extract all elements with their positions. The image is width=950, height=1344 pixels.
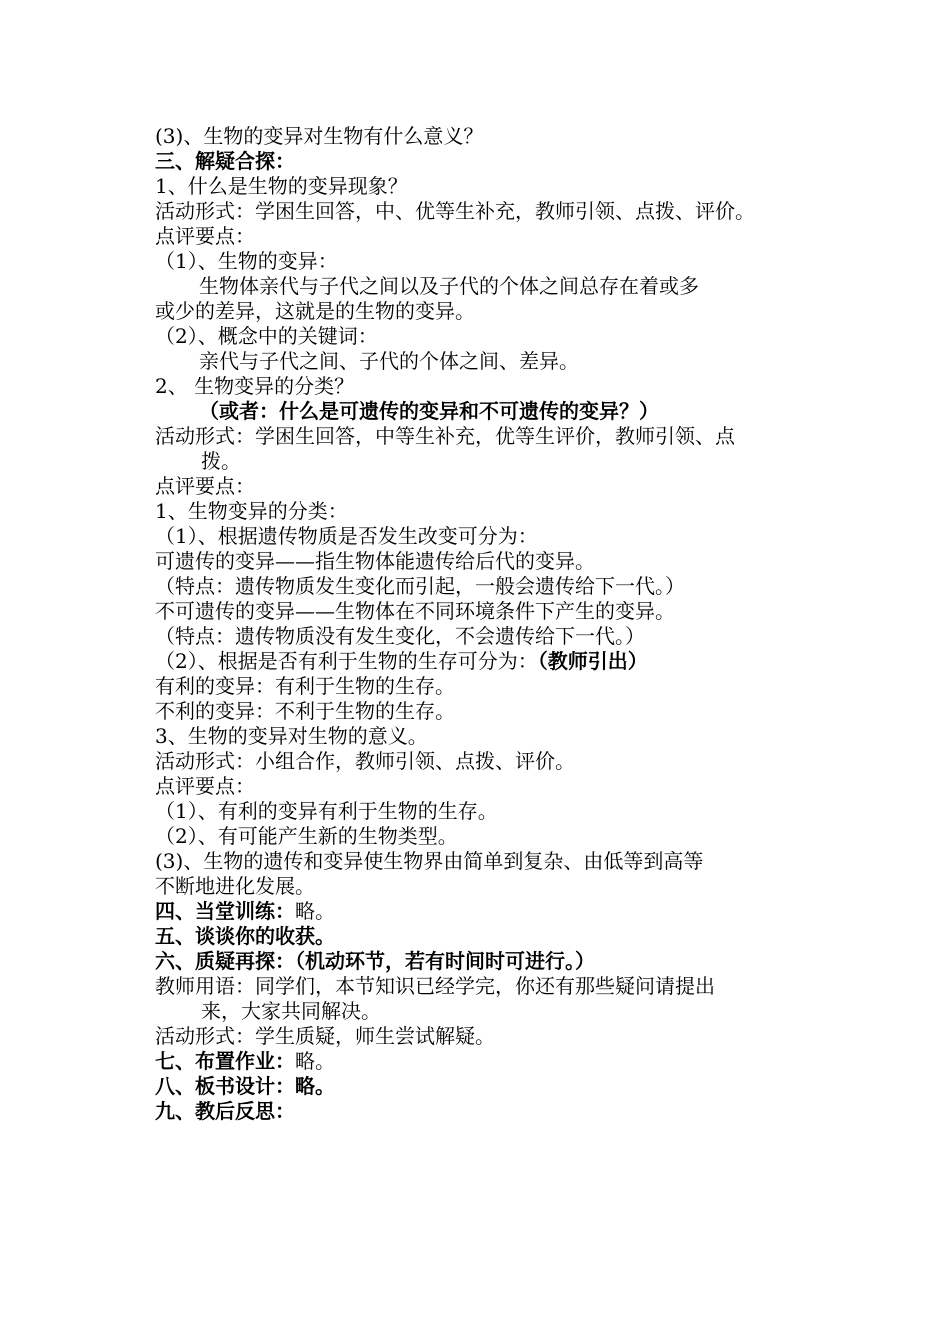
- text-line: [155, 649, 815, 674]
- activity-form: 活动形式：小组合作，教师引领、点拨、评价。: [155, 749, 575, 773]
- text-line: （1）、生物的变异：: [155, 249, 338, 273]
- classification-text: （2）、根据是否有利于生物的生存可分为：: [155, 649, 538, 673]
- review-points-label: 点评要点：: [155, 474, 255, 498]
- section-title: 七、布置作业：: [155, 1049, 295, 1073]
- activity-form: 活动形式：学困生回答，中、优等生补充，教师引领、点拨、评价。: [155, 199, 755, 223]
- text-line: 可遗传的变异——指生物体能遗传给后代的变异。: [155, 549, 595, 573]
- question-heading: 1、什么是生物的变异现象？: [155, 174, 408, 198]
- section-heading: [155, 1049, 815, 1074]
- teacher-speech-continued: 来，大家共同解决。: [201, 999, 381, 1023]
- section-heading: 九、教后反思：: [155, 1099, 295, 1123]
- text-line: 不可遗传的变异——生物体在不同环境条件下产生的变异。: [155, 599, 675, 623]
- text-line: （特点：遗传物质没有发生变化，不会遗传给下一代。）: [155, 624, 645, 648]
- review-points-label: 点评要点：: [155, 774, 255, 798]
- section-content: 略。: [295, 899, 335, 923]
- section-title: 六、质疑再探：: [155, 949, 295, 973]
- text-line: (3)、生物的变异对生物有什么意义？: [155, 124, 484, 148]
- section-heading: 五、谈谈你的收获。: [155, 924, 335, 948]
- definition-text: 或少的差异，这就是的生物的变异。: [155, 299, 475, 323]
- section-heading: 八、板书设计：略。: [155, 1074, 335, 1098]
- text-line: 不利的变异：不利于生物的生存。: [155, 699, 455, 723]
- teacher-note: （教师引出）: [537, 649, 648, 673]
- section-content: 略。: [295, 1049, 335, 1073]
- text-line: （2）、概念中的关键词：: [155, 324, 378, 348]
- text-line: （1）、根据遗传物质是否发生改变可分为：: [155, 524, 538, 548]
- activity-form: 活动形式：学生质疑，师生尝试解疑。: [155, 1024, 495, 1048]
- section-heading: [155, 899, 815, 924]
- definition-text: 生物体亲代与子代之间以及子代的个体之间总存在着或多: [199, 274, 699, 298]
- question-heading: 2、 生物变异的分类？: [155, 374, 355, 398]
- teacher-speech: 教师用语：同学们，本节知识已经学完，你还有那些疑问请提出: [155, 974, 715, 998]
- review-points-label: 点评要点：: [155, 224, 255, 248]
- section-heading: [155, 949, 815, 974]
- activity-form-continued: 拨。: [201, 449, 241, 473]
- section-note: （机动环节，若有时间时可进行。）: [295, 949, 595, 973]
- keywords-text: 亲代与子代之间、子代的个体之间、差异。: [199, 349, 579, 373]
- section-title: 四、当堂训练：: [155, 899, 295, 923]
- text-line: 1、生物变异的分类：: [155, 499, 348, 523]
- document-page: [155, 124, 815, 1124]
- text-line: 有利的变异：有利于生物的生存。: [155, 674, 455, 698]
- text-line: （2）、有可能产生新的生物类型。: [155, 824, 458, 848]
- text-line: 不断地进化发展。: [155, 874, 315, 898]
- alternate-question: （或者：什么是可遗传的变异和不可遗传的变异？）: [199, 399, 659, 423]
- question-heading: 3、生物的变异对生物的意义。: [155, 724, 428, 748]
- text-line: （特点：遗传物质发生变化而引起，一般会遗传给下一代。）: [155, 574, 685, 598]
- section-heading: 三、解疑合探：: [155, 149, 295, 173]
- text-line: (3)、生物的遗传和变异使生物界由简单到复杂、由低等到高等: [155, 849, 704, 873]
- text-line: （1）、有利的变异有利于生物的生存。: [155, 799, 498, 823]
- activity-form: 活动形式：学困生回答，中等生补充，优等生评价，教师引领、点: [155, 424, 735, 448]
